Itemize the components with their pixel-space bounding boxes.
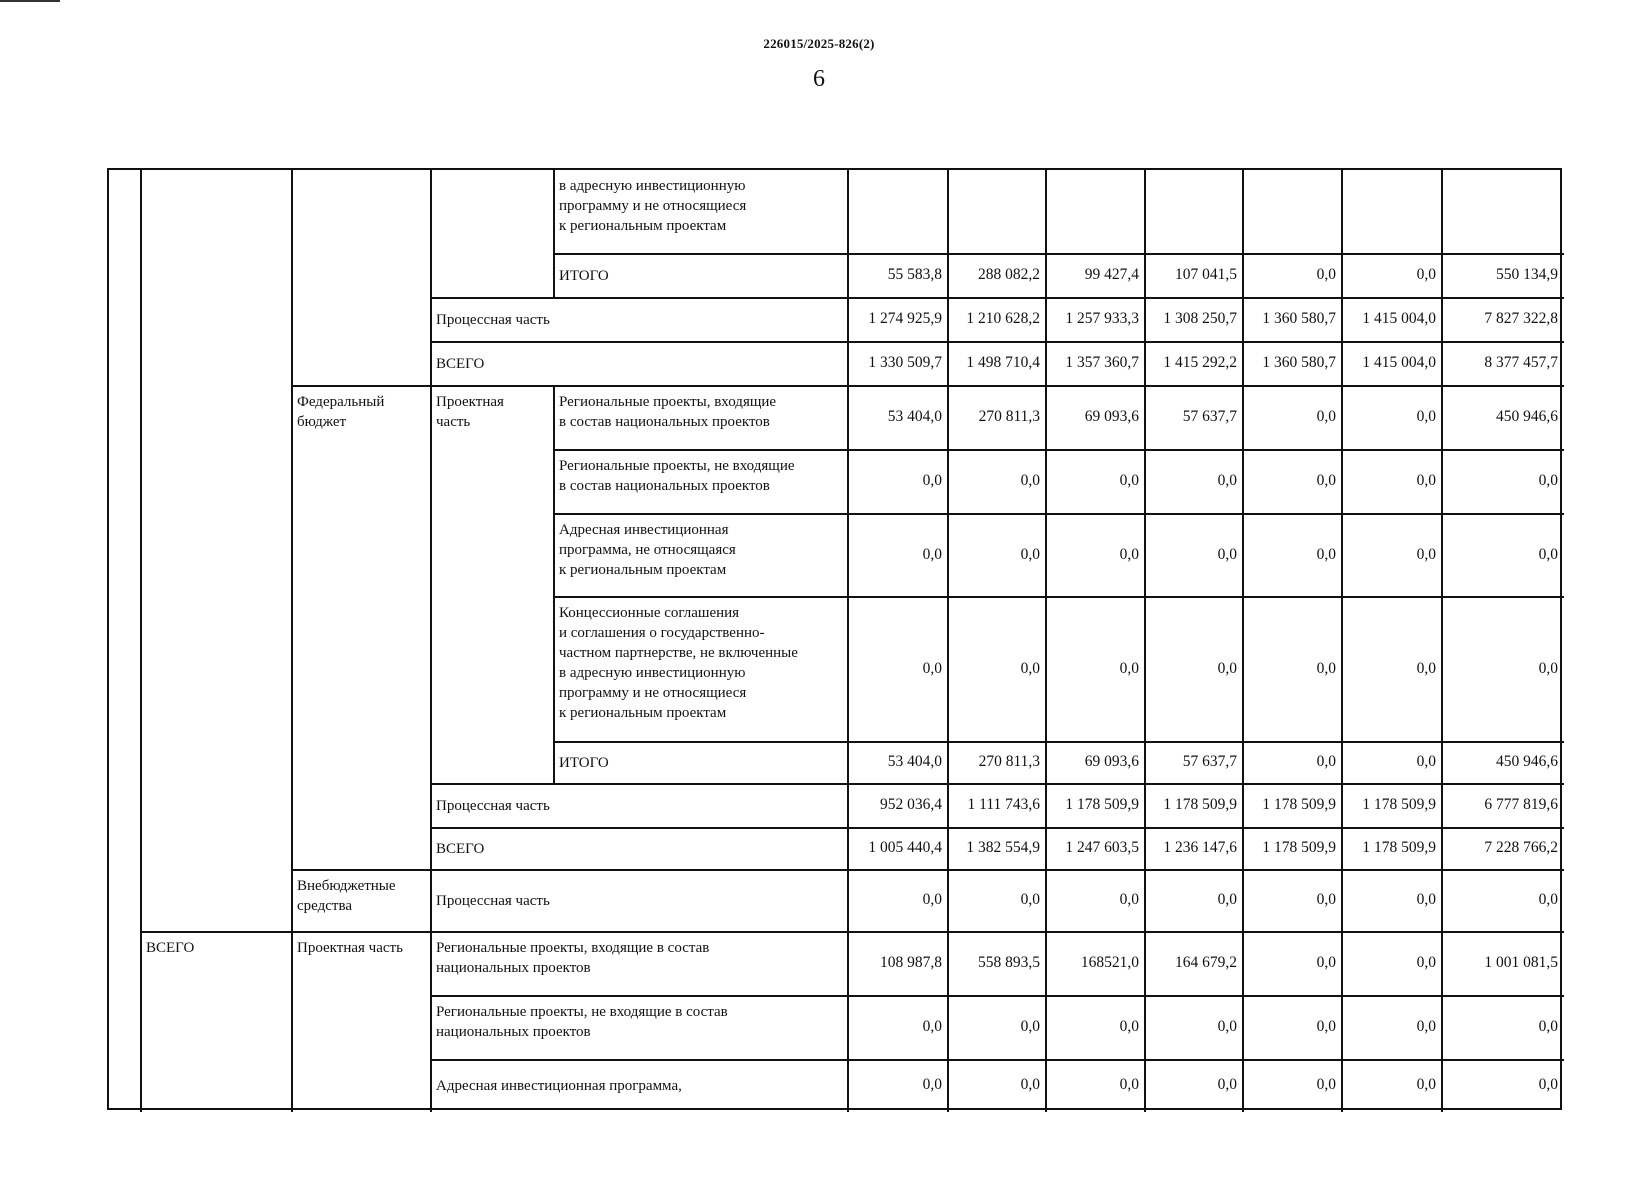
table-cell-value: 0,0	[1416, 266, 1436, 283]
horizontal-rule	[292, 869, 1564, 871]
table-cell-value: 8 377 457,7	[1484, 354, 1558, 371]
row-label: Концессионные соглашения и соглашения о государственно- частном партнерстве, не включенные в адресную инвестиционную программу и не относящиеся к региональным проектам	[559, 605, 798, 721]
table-cell-value: 0,0	[1316, 472, 1336, 489]
row-label: в адресную инвестиционную программу и не относящиеся к региональным проектам	[559, 178, 747, 234]
table-cell-value: 0,0	[1538, 659, 1558, 677]
document-registration-number: 226015/2025-826(2)	[763, 36, 875, 51]
row-label: Региональные проекты, не входящие в состав национальных проектов	[436, 1004, 728, 1040]
horizontal-rule	[554, 513, 1564, 515]
table-cell-value: 0,0	[1416, 472, 1436, 489]
horizontal-rule	[431, 995, 1564, 997]
table-cell-value: 0,0	[1020, 472, 1040, 489]
table-cell-value: 0,0	[1020, 1076, 1040, 1093]
table-cell-value: 1 178 509,9	[1362, 839, 1436, 856]
table-cell-value: 53 404,0	[887, 408, 942, 425]
table-cell-value: 0,0	[1316, 408, 1336, 425]
table-cell-value: 0,0	[922, 1018, 942, 1035]
scan-edge-mark	[0, 0, 60, 2]
horizontal-rule	[431, 341, 1564, 343]
table-cell-value: 0,0	[922, 545, 942, 563]
table-cell-value: 57 637,7	[1182, 408, 1237, 425]
group-label-federal-budget: Федеральный бюджет	[297, 394, 385, 430]
table-cell-value: 7 228 766,2	[1484, 839, 1558, 856]
horizontal-rule	[554, 253, 1564, 255]
table-cell-value: 0,0	[1416, 408, 1436, 425]
table-cell-value: 0,0	[922, 891, 942, 908]
vertical-rule	[430, 170, 432, 870]
table-cell-value: 0,0	[922, 1076, 942, 1093]
table-cell-value: 1 357 360,7	[1065, 354, 1139, 371]
table-cell-value: 55 583,8	[887, 266, 942, 283]
row-label: ВСЕГО	[436, 356, 485, 372]
table-cell-value: 0,0	[1217, 472, 1237, 489]
group-label-total: ВСЕГО	[146, 940, 195, 956]
table-cell-value: 0,0	[1020, 659, 1040, 677]
table-cell-value: 0,0	[1217, 545, 1237, 563]
row-label: ИТОГО	[559, 268, 609, 284]
horizontal-rule	[431, 1059, 1564, 1061]
table-cell-value: 1 415 292,2	[1163, 354, 1237, 371]
table-cell-value: 0,0	[1316, 954, 1336, 971]
vertical-rule	[553, 170, 555, 298]
table-cell-value: 1 247 603,5	[1065, 839, 1139, 856]
table-cell-value: 0,0	[1538, 1076, 1558, 1093]
group-label-total-project-part: Проектная часть	[297, 940, 403, 956]
table-cell-value: 0,0	[1020, 891, 1040, 908]
table-cell-value: 0,0	[1217, 659, 1237, 677]
table-cell-value: 0,0	[1020, 1018, 1040, 1035]
table-cell-value: 0,0	[1119, 472, 1139, 489]
table-cell-value: 1 001 081,5	[1484, 954, 1558, 971]
table-cell-value: 0,0	[1020, 545, 1040, 563]
table-cell-value: 0,0	[1316, 891, 1336, 908]
table-cell-value: 0,0	[1416, 1076, 1436, 1093]
row-label: Региональные проекты, не входящие в состав национальных проектов	[559, 458, 795, 494]
table-cell-value: 270 811,3	[978, 753, 1040, 770]
table-cell-value: 6 777 819,6	[1484, 796, 1558, 813]
table-cell-value: 1 498 710,4	[966, 354, 1040, 371]
budget-table	[107, 168, 1562, 1110]
table-cell-value: 107 041,5	[1175, 266, 1237, 283]
table-cell-value: 53 404,0	[887, 753, 942, 770]
table-cell-value: 168521,0	[1080, 954, 1139, 971]
table-cell-value: 99 427,4	[1084, 266, 1139, 283]
table-cell-value: 1 111 743,6	[967, 796, 1040, 813]
table-cell-value: 0,0	[1119, 659, 1139, 677]
table-cell-value: 1 236 147,6	[1163, 839, 1237, 856]
table-cell-value: 1 257 933,3	[1065, 310, 1139, 327]
table-cell-value: 0,0	[922, 659, 942, 677]
table-cell-value: 0,0	[1316, 1076, 1336, 1093]
table-cell-value: 0,0	[1416, 753, 1436, 770]
table-cell-value: 288 082,2	[978, 266, 1040, 283]
vertical-rule	[140, 170, 142, 1112]
table-cell-value: 1 274 925,9	[868, 310, 942, 327]
row-label: Региональные проекты, входящие в состав национальных проектов	[559, 394, 777, 430]
table-cell-value: 0,0	[1316, 753, 1336, 770]
row-label: ВСЕГО	[436, 841, 485, 857]
table-cell-value: 0,0	[1416, 659, 1436, 677]
table-cell-value: 1 178 509,9	[1262, 839, 1336, 856]
row-label: Региональные проекты, входящие в состав национальных проектов	[436, 940, 710, 976]
horizontal-rule	[292, 385, 1564, 387]
table-cell-value: 1 415 004,0	[1362, 354, 1436, 371]
horizontal-rule	[431, 827, 1564, 829]
table-cell-value: 0,0	[1119, 891, 1139, 908]
table-cell-value: 1 005 440,4	[868, 839, 942, 856]
horizontal-rule	[431, 783, 1564, 785]
table-cell-value: 164 679,2	[1175, 954, 1237, 971]
table-cell-value: 0,0	[922, 472, 942, 489]
table-cell-value: 0,0	[1316, 1018, 1336, 1035]
table-cell-value: 1 415 004,0	[1362, 310, 1436, 327]
horizontal-rule	[554, 449, 1564, 451]
table-cell-value: 1 178 509,9	[1163, 796, 1237, 813]
table-cell-value: 450 946,6	[1496, 408, 1558, 425]
table-cell-value: 0,0	[1538, 891, 1558, 908]
table-cell-value: 0,0	[1217, 1076, 1237, 1093]
group-label-project-part: Проектная часть	[436, 394, 504, 430]
table-cell-value: 550 134,9	[1496, 266, 1558, 283]
table-cell-value: 1 360 580,7	[1262, 354, 1336, 371]
table-cell-value: 0,0	[1538, 472, 1558, 489]
table-cell-value: 450 946,6	[1496, 753, 1558, 770]
table-cell-value: 69 093,6	[1084, 753, 1139, 770]
table-cell-value: 1 178 509,9	[1065, 796, 1139, 813]
row-label: Адресная инвестиционная программа,	[436, 1078, 682, 1094]
vertical-rule	[291, 170, 293, 1112]
table-cell-value: 0,0	[1119, 545, 1139, 563]
table-cell-value: 0,0	[1316, 545, 1336, 563]
table-cell-value: 0,0	[1538, 545, 1558, 563]
table-cell-value: 0,0	[1416, 1018, 1436, 1035]
table-cell-value: 0,0	[1316, 266, 1336, 283]
table-cell-value: 1 210 628,2	[966, 310, 1040, 327]
horizontal-rule	[431, 297, 1564, 299]
row-label: Адресная инвестиционная программа, не относящаяся к региональным проектам	[559, 522, 736, 578]
table-cell-value: 558 893,5	[978, 954, 1040, 971]
table-cell-value: 108 987,8	[880, 954, 942, 971]
table-cell-value: 0,0	[1416, 891, 1436, 908]
page-number: 6	[813, 66, 825, 92]
table-cell-value: 1 360 580,7	[1262, 310, 1336, 327]
horizontal-rule	[554, 741, 1564, 743]
row-label: ИТОГО	[559, 755, 609, 771]
table-cell-value: 0,0	[1538, 1018, 1558, 1035]
table-cell-value: 1 330 509,7	[868, 354, 942, 371]
row-label: Процессная часть	[436, 312, 550, 328]
row-label: Процессная часть	[436, 893, 550, 909]
table-cell-value: 1 178 509,9	[1362, 796, 1436, 813]
table-cell-value: 952 036,4	[880, 796, 942, 813]
table-cell-value: 0,0	[1416, 545, 1436, 563]
table-cell-value: 0,0	[1316, 659, 1336, 677]
table-cell-value: 0,0	[1416, 954, 1436, 971]
table-cell-value: 0,0	[1217, 1018, 1237, 1035]
table-cell-value: 69 093,6	[1084, 408, 1139, 425]
table-cell-value: 0,0	[1119, 1018, 1139, 1035]
row-label: Процессная часть	[436, 798, 550, 814]
table-cell-value: 1 178 509,9	[1262, 796, 1336, 813]
horizontal-rule	[554, 596, 1564, 598]
table-cell-value: 0,0	[1217, 891, 1237, 908]
vertical-rule	[553, 386, 555, 784]
table-cell-value: 270 811,3	[978, 408, 1040, 425]
group-label-extra-budget: Внебюджетные средства	[297, 878, 396, 914]
table-cell-value: 7 827 322,8	[1484, 310, 1558, 327]
table-cell-value: 1 382 554,9	[966, 839, 1040, 856]
table-cell-value: 1 308 250,7	[1163, 310, 1237, 327]
horizontal-rule	[141, 931, 1564, 933]
table-cell-value: 0,0	[1119, 1076, 1139, 1093]
table-cell-value: 57 637,7	[1182, 753, 1237, 770]
